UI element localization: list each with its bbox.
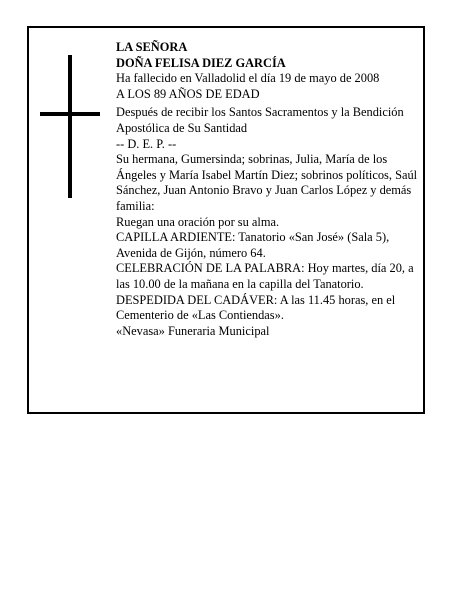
deceased-name: DOÑA FELISA DIEZ GARCÍA <box>116 55 286 70</box>
obituary-notice <box>27 26 425 414</box>
cross-icon <box>40 55 100 198</box>
prayer-request: Ruegan una oración por su alma. <box>116 214 280 229</box>
family-line: Su hermana, Gumersinda; sobrinas, Julia, María de los Ángeles y María Isabel Martín Diez; sobrinos políticos, Saúl Sánchez, Juan Antonio Bravo y Juan Carlos López y demás familia: <box>116 152 418 213</box>
cross-horizontal-bar <box>40 112 100 116</box>
funeral-home: «Nevasa» Funeraria Municipal <box>116 323 270 338</box>
rip-line: -- D. E. P. -- <box>116 136 177 151</box>
farewell-line: DESPEDIDA DEL CADÁVER: A las 11.45 horas, en el Cementerio de «Las Contiendas». <box>116 292 396 323</box>
sacraments-line: Después de recibir los Santos Sacramentos y la Bendición Apostólica de Su Santidad <box>116 105 404 135</box>
cross-vertical-bar <box>68 55 72 198</box>
title-line-1: LA SEÑORA <box>116 40 188 54</box>
celebration-line: CELEBRACIÓN DE LA PALABRA: Hoy martes, día 20, a las 10.00 de la mañana en la capilla del Tanatorio. <box>116 261 414 291</box>
age-line: A LOS 89 AÑOS DE EDAD <box>116 86 260 101</box>
death-info: Ha fallecido en Valladolid el día 19 de mayo de 2008 <box>116 71 380 86</box>
obituary-text <box>116 40 422 339</box>
chapel-line: CAPILLA ARDIENTE: Tanatorio «San José» (Sala 5), Avenida de Gijón, número 64. <box>116 230 390 260</box>
